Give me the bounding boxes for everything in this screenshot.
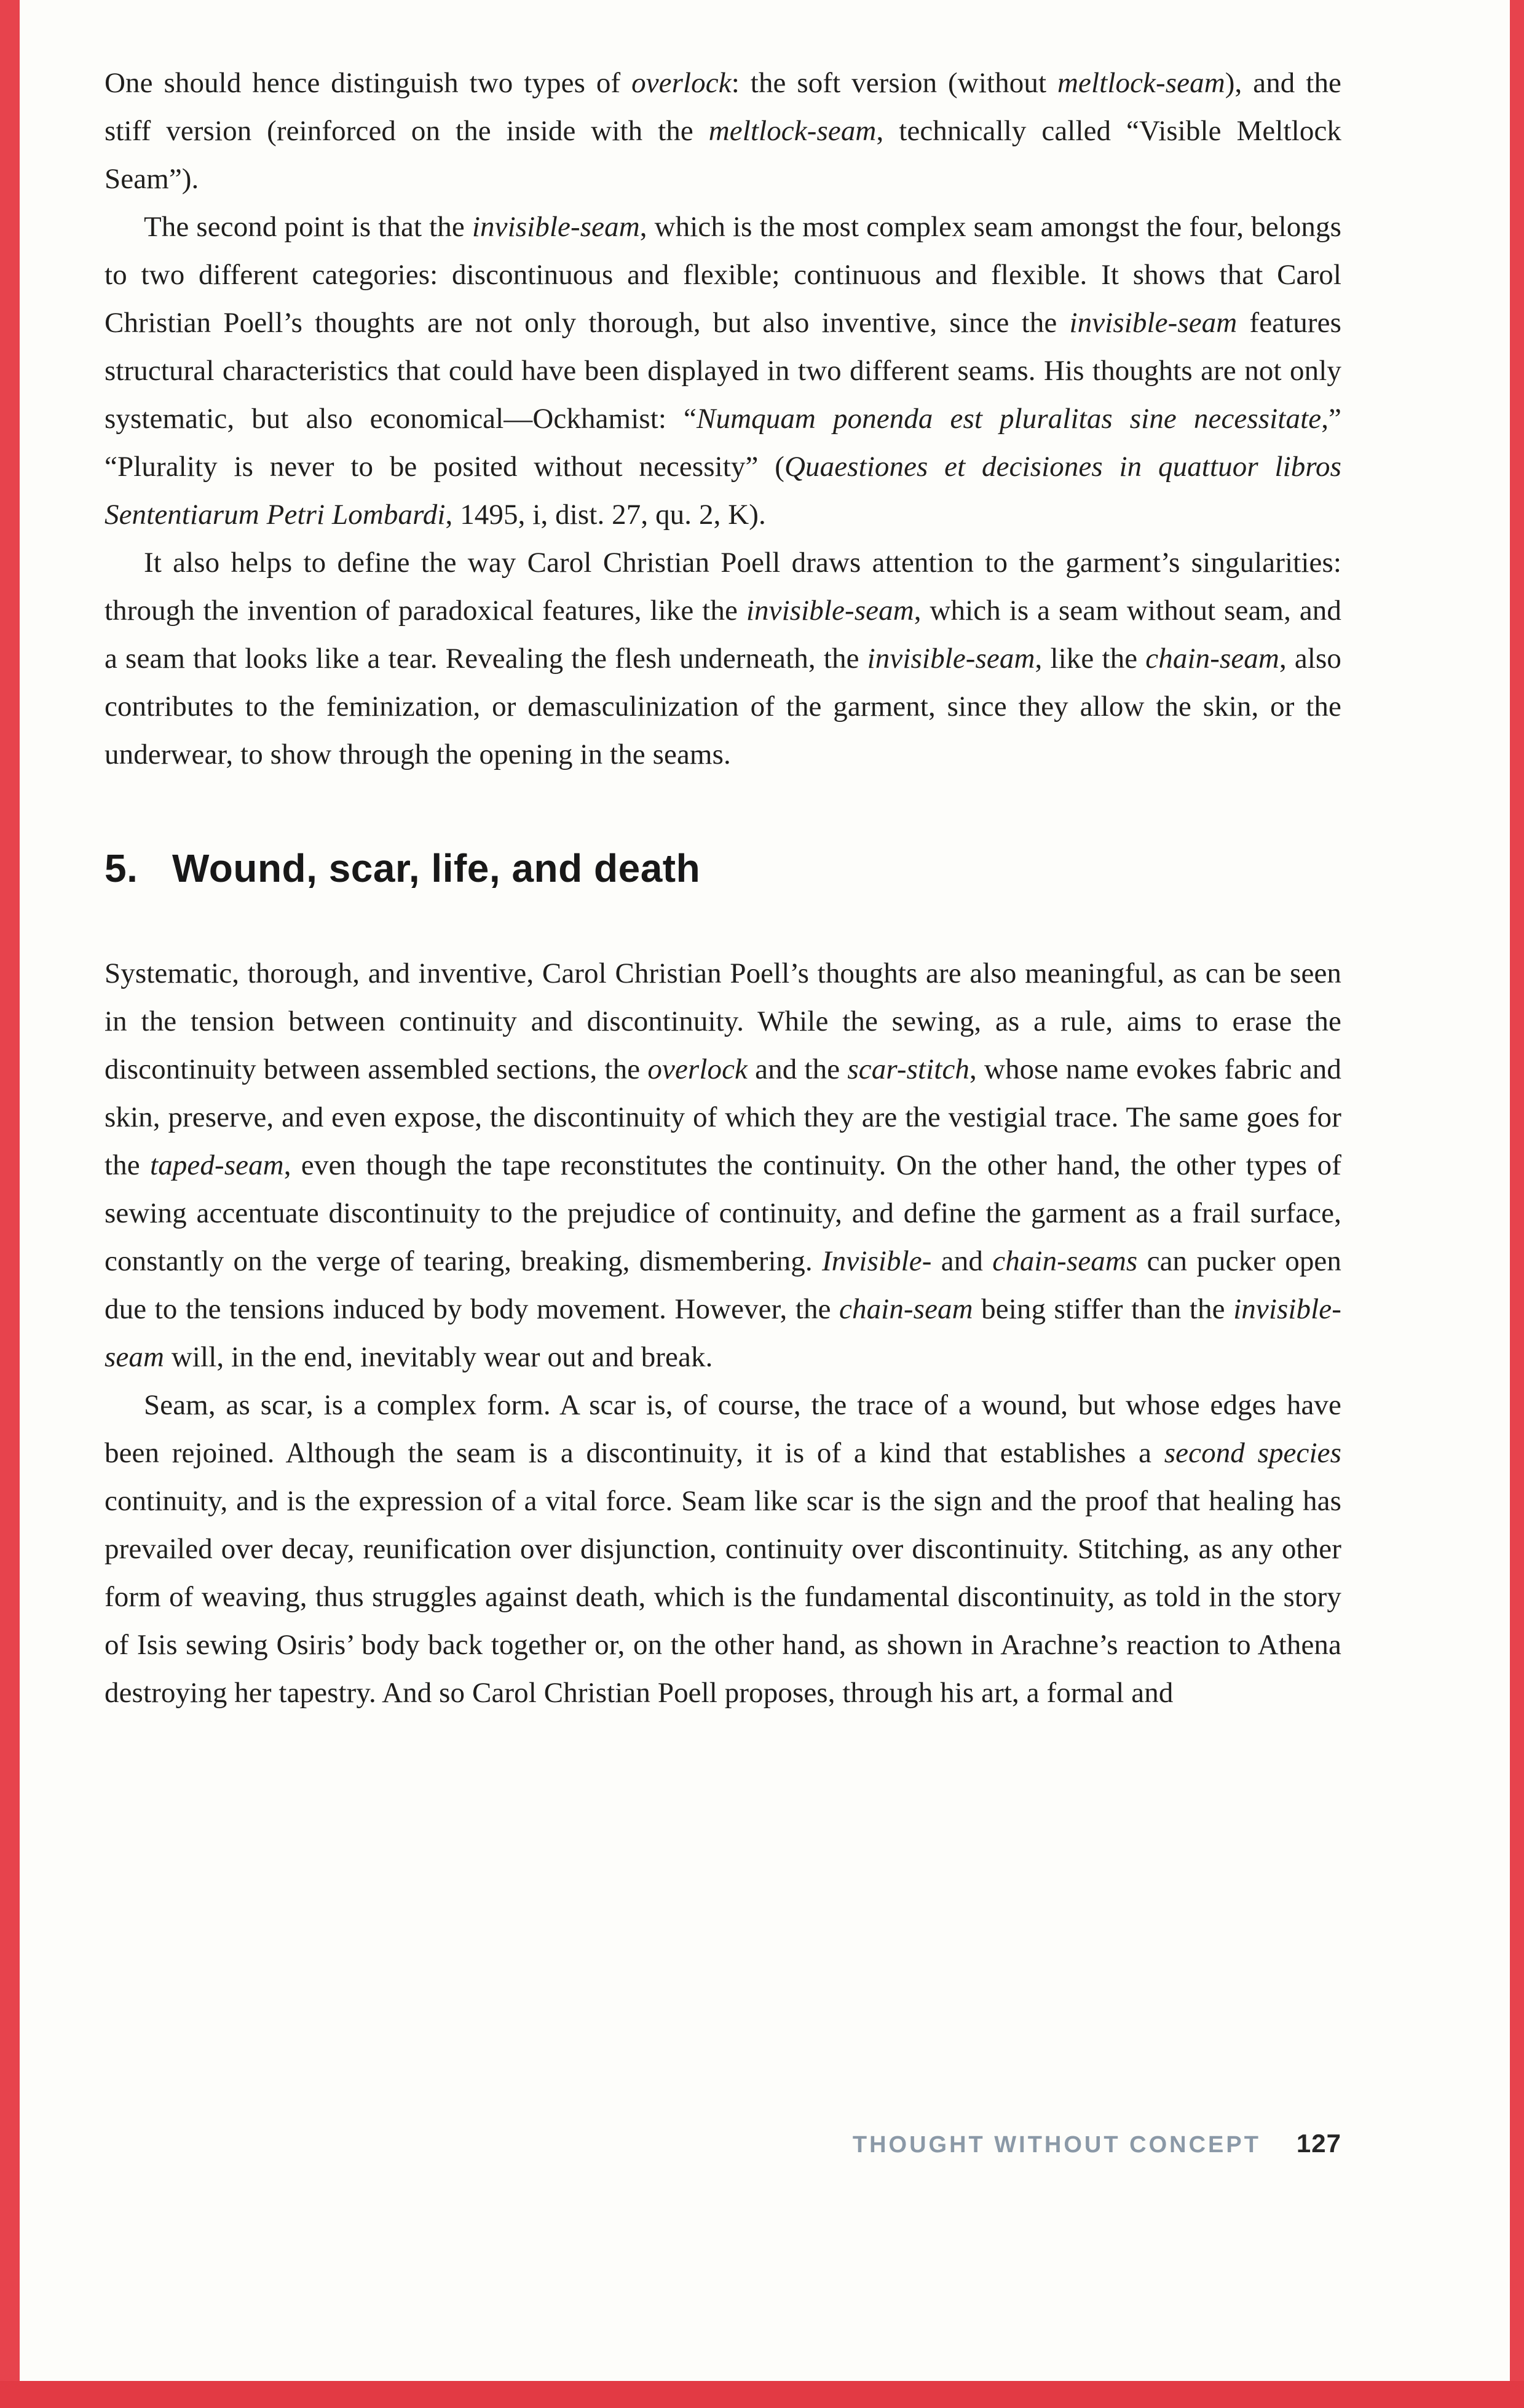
text-run: ,” “Plurality is never to be posited without necessity” ( — [105, 403, 1341, 483]
text-run: will, in the end, inevitably wear out and break. — [164, 1341, 713, 1373]
section-heading — [105, 845, 1341, 892]
text-run: meltlock-seam — [1057, 67, 1225, 99]
text-run: invisible-seam — [472, 211, 640, 243]
text-run: , technically called “Visible Meltlock Seam”). — [105, 115, 1341, 195]
paragraph — [105, 203, 1341, 539]
page-number: 127 — [1296, 2129, 1341, 2158]
text-run: , also contributes to the feminization, or demasculinization of the garment, since they allow the skin, or the underwear, to show through the opening in the seams. — [105, 643, 1342, 770]
text-run: and — [931, 1245, 993, 1277]
book-edge-bottom — [0, 2381, 1524, 2408]
text-run: Numquam ponenda est pluralitas sine necessitate — [697, 403, 1322, 435]
text-run: One should hence distinguish two types of — [105, 67, 632, 99]
page-footer — [105, 2129, 1341, 2158]
section-title: Wound, scar, life, and death — [172, 846, 701, 890]
text-run: features structural characteristics that could have been displayed in two different seams. His thoughts are not only systematic, but also economical—Ockhamist: “ — [105, 307, 1341, 435]
text-run: chain-seam — [1145, 643, 1279, 675]
text-run: invisible-seam — [1069, 307, 1238, 339]
book-edge-right — [1510, 0, 1524, 2408]
running-footer-title: THOUGHT WITHOUT CONCEPT — [852, 2132, 1261, 2158]
text-run: ), and the stiff version (reinforced on the inside with the — [105, 67, 1342, 147]
text-run: chain-seam — [839, 1293, 973, 1325]
text-run: Invisible- — [821, 1245, 932, 1277]
paragraph — [105, 1381, 1341, 1717]
text-run: second species — [1164, 1437, 1341, 1469]
text-run: The second point is that the — [144, 211, 472, 243]
text-run: meltlock-seam — [708, 115, 877, 147]
text-run: invisible-seam — [867, 643, 1035, 675]
text-run: Seam, as scar, is a complex form. A scar is, of course, the trace of a wound, but whose edges have been rejoined. Although the seam is a discontinuity, it is of a kind that establishes a — [105, 1389, 1341, 1469]
text-run: , whose name evokes fabric and skin, preserve, and even expose, the discontinuity of which they are the vestigial trace. The same goes for the — [105, 1053, 1341, 1181]
text-run: invisible-seam — [105, 1293, 1341, 1373]
paragraph — [105, 949, 1341, 1381]
text-run: , which is the most complex seam amongst the four, belongs to two different categories: discontinuous and flexible; continuous and flexible. It shows that Carol Christian Poell’s thoughts are not only thorough, but also inventive, since the — [105, 211, 1341, 339]
text-column — [105, 59, 1341, 1717]
text-run: , 1495, i, dist. 27, qu. 2, K). — [445, 499, 766, 531]
text-run: scar-stitch — [847, 1053, 969, 1085]
text-run: Quaestiones et decisiones in quattuor libros Sententiarum Petri Lombardi — [105, 451, 1341, 531]
text-run: chain-seams — [992, 1245, 1138, 1277]
text-run: , which is a seam without seam, and a seam that looks like a tear. Revealing the flesh underneath, the — [105, 595, 1341, 675]
text-run: : the soft version (without — [731, 67, 1058, 99]
text-run: , even though the tape reconstitutes the continuity. On the other hand, the other types of sewing accentuate discontinuity to the prejudice of continuity, and define the garment as a frail surface, constantly on the verge of tearing, breaking, dismembering. — [105, 1149, 1341, 1277]
text-run: being stiffer than the — [973, 1293, 1234, 1325]
text-run: invisible-seam — [746, 595, 914, 627]
text-run: can pucker open due to the tensions induced by body movement. However, the — [105, 1245, 1341, 1325]
text-run: continuity, and is the expression of a vital force. Seam like scar is the sign and the proof that healing has prevailed over decay, reunification over disjunction, continuity over discontinuity. Stitching, as any other form of weaving, thus struggles against death, which is the fundamental discontinuity, as told in the story of Isis sewing Osiris’ body back together or, on the other hand, as shown in Arachne’s reaction to Athena destroying her tapestry. And so Carol Christian Poell proposes, through his art, a formal and — [105, 1485, 1341, 1709]
text-run: and the — [748, 1053, 848, 1085]
text-run: overlock — [647, 1053, 748, 1085]
text-run: Systematic, thorough, and inventive, Carol Christian Poell’s thoughts are also meaningful, as can be seen in the tension between continuity and discontinuity. While the sewing, as a rule, aims to erase the discontinuity between assembled sections, the — [105, 957, 1341, 1085]
section-number: 5. — [105, 846, 138, 890]
paragraph — [105, 59, 1341, 203]
text-run: , like the — [1035, 643, 1146, 675]
text-run: taped-seam — [150, 1149, 284, 1181]
book-edge-left — [0, 0, 20, 2408]
paragraph — [105, 539, 1341, 778]
text-run: It also helps to define the way Carol Christian Poell draws attention to the garment’s singularities: through the invention of paradoxical features, like the — [105, 547, 1341, 627]
text-run: overlock — [631, 67, 732, 99]
